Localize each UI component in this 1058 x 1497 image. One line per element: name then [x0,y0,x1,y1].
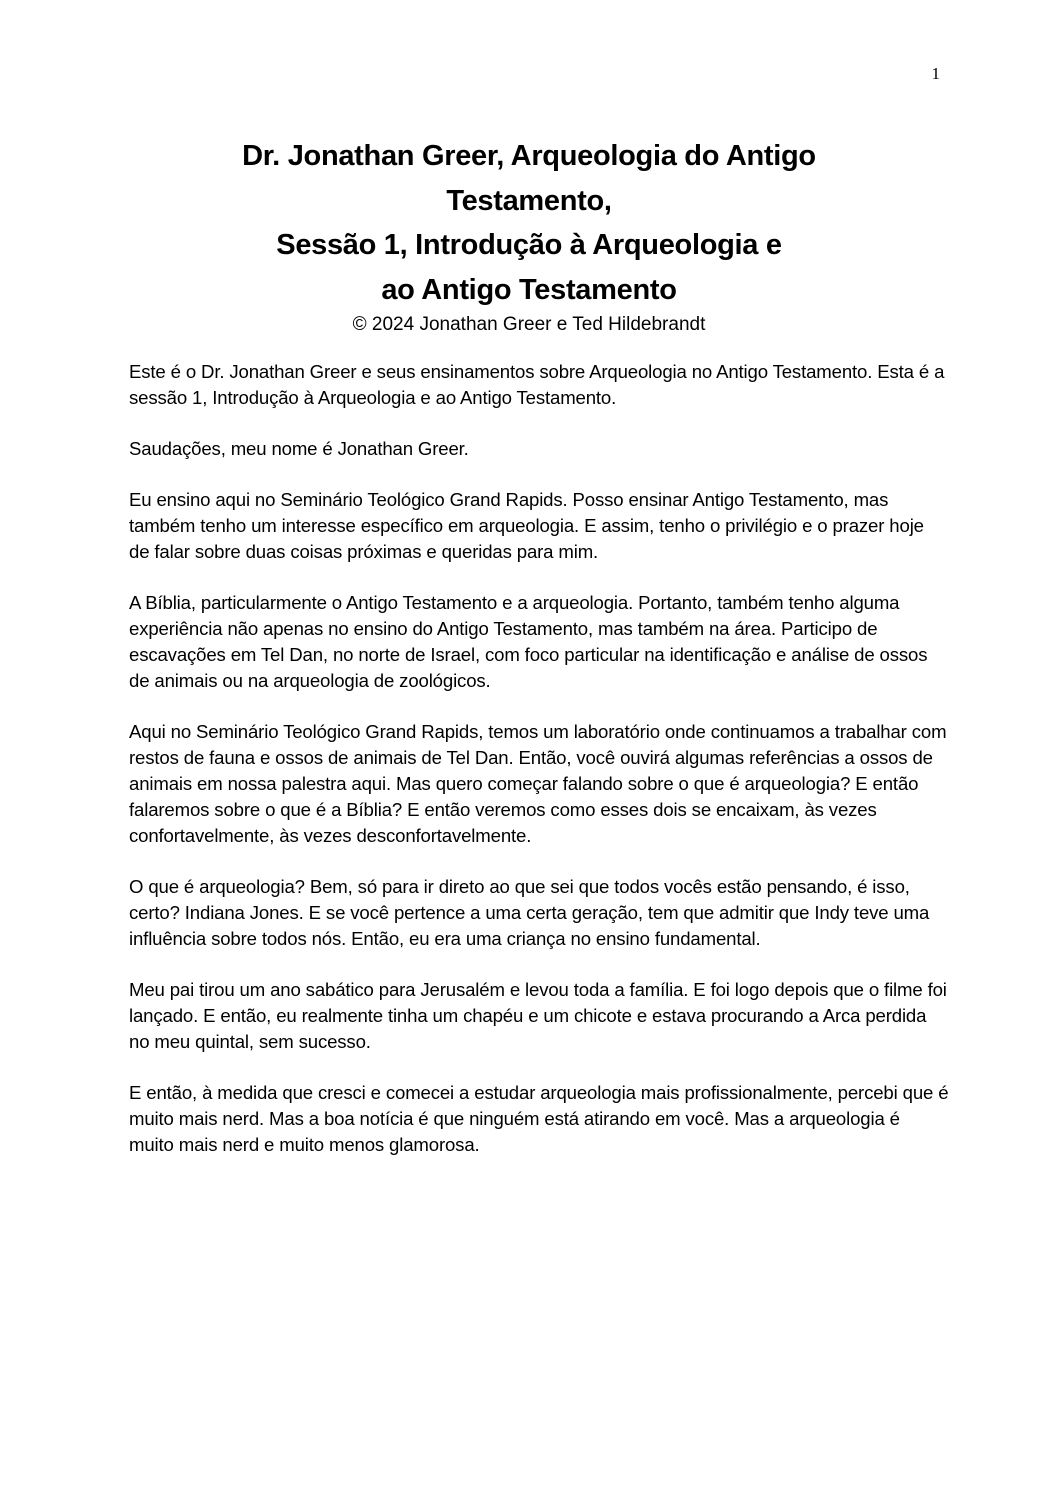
document-body [129,359,949,1183]
title-line-1: Dr. Jonathan Greer, Arqueologia do Antigo [242,140,816,172]
document-title-block [100,134,958,338]
paragraph: Este é o Dr. Jonathan Greer e seus ensinamentos sobre Arqueologia no Antigo Testamento. Esta é a sessão 1, Introdução à Arqueologia e ao Antigo Testamento. [129,361,945,408]
paragraph: Meu pai tirou um ano sabático para Jerusalém e levou toda a família. E foi logo depois que o filme foi lançado. E então, eu realmente tinha um chapéu e um chicote e estava procurando a Arca perdida no meu quintal, sem sucesso. [129,979,947,1052]
title-line-4: ao Antigo Testamento [381,273,677,306]
paragraph: O que é arqueologia? Bem, só para ir direto ao que sei que todos vocês estão pensando, é isso, certo? Indiana Jones. E se você pertence a uma certa geração, tem que admitir que Indy teve uma influência sobre todos nós. Então, eu era uma criança no ensino fundamental. [129,876,930,949]
paragraph: A Bíblia, particularmente o Antigo Testamento e a arqueologia. Portanto, também tenho alguma experiência não apenas no ensino do Antigo Testamento, mas também na área. Participo de escavações em Tel Dan, no norte de Israel, com foco particular na identificação e análise de ossos de animais ou na arqueologia de zoológicos. [129,592,928,691]
paragraph: Eu ensino aqui no Seminário Teológico Grand Rapids. Posso ensinar Antigo Testamento, mas também tenho um interesse específico em arqueologia. E assim, tenho o privilégio e o prazer hoje de falar sobre duas coisas próximas e queridas para mim. [129,489,924,562]
paragraph: Aqui no Seminário Teológico Grand Rapids, temos um laboratório onde continuamos a trabalhar com restos de fauna e ossos de animais de Tel Dan. Então, você ouvirá algumas referências a ossos de animais em nossa palestra aqui. Mas quero começar falando sobre o que é arqueologia? E então falaremos sobre o que é a Bíblia? E então veremos como esses dois se encaixam, às vezes confortavelmente, às vezes desconfortavelmente. [129,721,947,846]
copyright-line: © 2024 Jonathan Greer e Ted Hildebrandt [352,314,706,335]
title-line-2: Testamento, [446,184,612,217]
page-number: 1 [931,64,940,83]
title-line-3: Sessão 1, Introdução à Arqueologia e [276,229,782,261]
paragraph: E então, à medida que cresci e comecei a estudar arqueologia mais profissionalmente, percebi que é muito mais nerd. Mas a boa notícia é que ninguém está atirando em você. Mas a arqueologia é muito mais nerd e muito menos glamorosa. [129,1082,949,1155]
paragraph: Saudações, meu nome é Jonathan Greer. [129,438,469,459]
